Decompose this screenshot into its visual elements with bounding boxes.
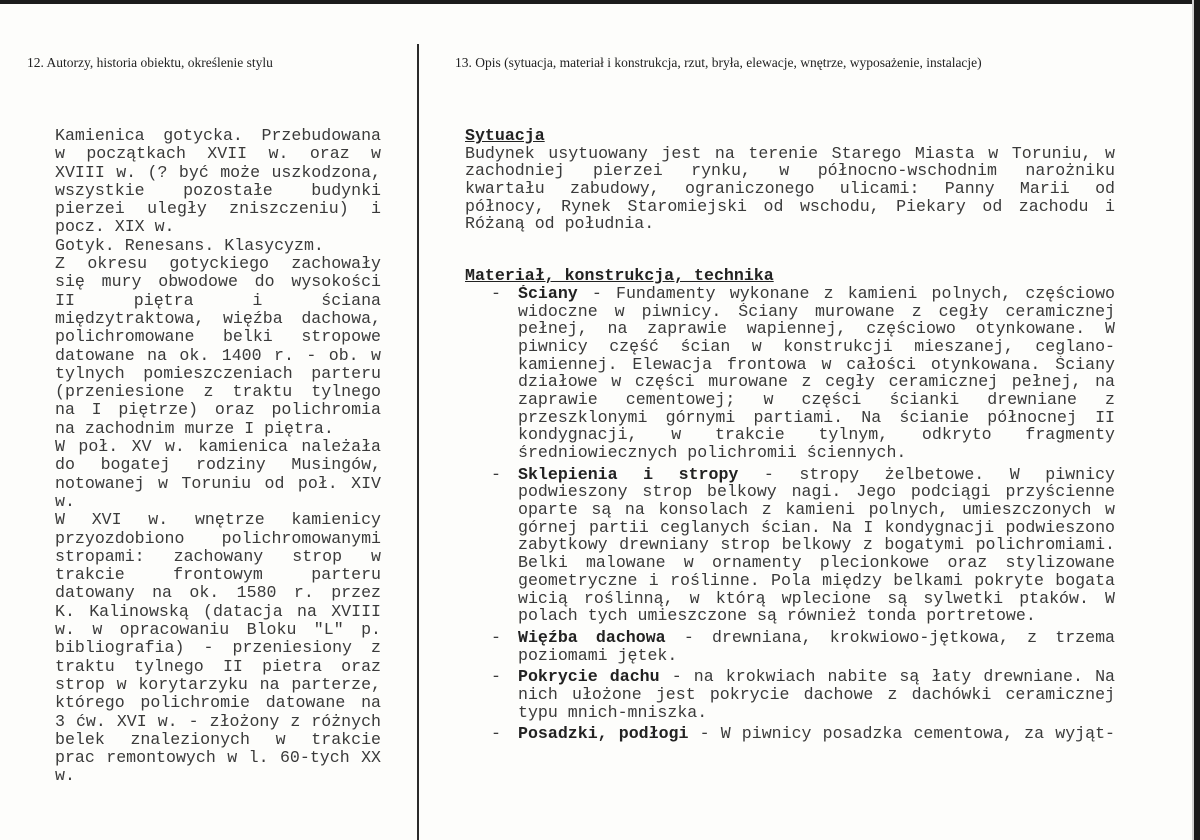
text-line: Belki malowane w ornamenty plecionkowe oraz stylizowane (518, 554, 1115, 572)
text-line: K. Kalinowską (datacja na XVIII (55, 602, 381, 621)
text-line: widoczne w piwnicy. Ściany murowane z cegły ceramicznej (518, 302, 1115, 321)
text-line: (przeniesione z traktu tylnego (55, 383, 381, 402)
text-line: Z okresu gotyckiego zachowały (55, 255, 381, 274)
text-line: kondygnacji, w trakcie tylnym, odkryto fragmenty (518, 426, 1115, 444)
text-line (518, 285, 1115, 303)
text-line (518, 629, 1115, 647)
text-line: zabytkowy drewniany strop belkowy z bogatymi polichromiami. (518, 536, 1115, 555)
item-text: - na krokwiach nabite są łaty drewniane. Na (659, 668, 1115, 686)
item-text: - W piwnicy posadzka cementowa, za wyjąt- (688, 725, 1115, 743)
situation-heading: Sytuacja (465, 126, 545, 145)
list-item (465, 668, 1115, 721)
item-text: - stropy żelbetowe. W piwnicy (738, 465, 1115, 484)
text-line: strop w korytarzyku na parterze, (55, 675, 381, 694)
text-line: górnej partii ceglanych ścian. Na I kondygnacji podwieszono (518, 518, 1115, 537)
text-line: średniowiecznych polichromii ściennych. (518, 443, 907, 462)
text-line: piwnicy część ścian w konstrukcji mieszanej, ceglano- (518, 337, 1115, 356)
list-item (465, 285, 1115, 462)
description-text (465, 127, 1115, 747)
history-text (55, 127, 381, 786)
material-list (465, 285, 1115, 743)
text-line: wszystkie pozostałe budynki (55, 181, 381, 200)
text-line: w początkach XVII w. oraz w (55, 145, 381, 164)
text-line: zachodniej pierzei rynku, w północno-wschodnim narożniku (465, 162, 1115, 181)
text-line (518, 725, 1115, 743)
list-item (465, 725, 1115, 743)
text-line: północy, Rynek Staromiejski od wschodu, Piekary od zachodu i (465, 197, 1115, 216)
text-line: belek znalezionych w trakcie (55, 730, 381, 749)
text-line: pierzei uległy zniszczeniu) i (55, 200, 381, 219)
item-label: Pokrycie dachu (518, 668, 660, 686)
text-line: przyozdobiono polichromowanymi (55, 529, 381, 548)
list-item (465, 466, 1115, 625)
left-section-header: 12. Autorzy, historia obiektu, określenie stylu (27, 55, 273, 70)
bullet-dash: - (491, 627, 501, 647)
text-line: podwieszony strop belkowy nagi. Jego podciągi przyścienne (518, 483, 1115, 502)
material-heading: Materiał, konstrukcja, technika (465, 266, 774, 286)
text-line: poziomami jętek. (518, 645, 678, 665)
text-line: stropami: zachowany strop w (55, 547, 381, 566)
text-line: na I piętrze) oraz polichromia (55, 401, 381, 420)
text-line: międzytraktowa, więźba dachowa, (55, 309, 381, 328)
text-line: II piętra i ściana (55, 291, 381, 310)
text-line (518, 466, 1115, 484)
item-text: - Fundamenty wykonane z kamieni polnych, częściowo (577, 284, 1115, 303)
text-line: tylnych pomieszczeniach parteru (55, 364, 381, 383)
text-line: w. (55, 766, 75, 786)
text-line: Gotyk. Renesans. Klasycyzm. (55, 235, 324, 255)
item-label: Sklepienia i stropy (518, 465, 739, 484)
situation-paragraph (465, 145, 1115, 233)
text-line: Kamienica gotycka. Przebudowana (55, 127, 381, 145)
text-line: W poł. XV w. kamienica należała (55, 438, 381, 457)
text-line: pocz. XIX w. (55, 217, 175, 237)
list-item (465, 629, 1115, 664)
text-line: prac remontowych w l. 60-tych XX (55, 749, 381, 768)
text-line: kwartału zabudowy, ograniczonego ulicami: Panny Marii od (465, 180, 1115, 198)
text-line: XVIII w. (? być może uszkodzona, (55, 163, 381, 182)
text-line: polichromowane belki stropowe (55, 328, 381, 347)
text-line: datowane na ok. 1400 r. - ob. w (55, 346, 381, 365)
text-line: 3 ćw. XVI w. - złożony z różnych (55, 712, 381, 731)
text-line: notowanej w Toruniu od poł. XIV (55, 474, 381, 493)
text-line: Budynek usytuowany jest na terenie Starego Miasta w Toruniu, w (465, 144, 1115, 163)
text-line: na zachodnim murze I piętra. (55, 418, 334, 438)
text-line: działowe w części murowane z cegły ceramicznej pełnej, na (518, 373, 1115, 391)
text-line: Różaną od południa. (465, 214, 655, 234)
text-line: wicią roślinną, w którą wplecione są sylwetki ptaków. W (518, 589, 1115, 608)
bullet-dash: - (491, 464, 501, 484)
text-line: typu mnich-mniszka. (518, 702, 708, 722)
text-line: nich ułożone jest pokrycie dachowe z dachówki ceramicznej (518, 685, 1115, 704)
item-label: Ściany (518, 284, 578, 303)
text-line: bibliografia) - przeniesiony z (55, 639, 381, 658)
bullet-dash: - (491, 724, 501, 744)
bullet-dash: - (491, 283, 501, 303)
text-line: polach tych umieszczone są również tonda portretowe. (518, 606, 1036, 626)
column-divider (417, 44, 419, 840)
text-line: do bogatej rodziny Musingów, (55, 456, 381, 475)
text-line: w. w opracowaniu Bloku "L" p. (55, 621, 381, 640)
text-line: pełnej, na zaprawie wapiennej, częściowo otynkowane. W (518, 320, 1115, 338)
text-line: traktu tylnego II pietra oraz (55, 657, 381, 676)
text-line: oparte są na konsolach z kamieni polnych, umieszczonych w (518, 501, 1115, 519)
scan-top-edge (0, 0, 1200, 4)
item-label: Posadzki, podłogi (518, 725, 689, 743)
text-line: zaprawie cementowej; w części ścianki drewniane z (518, 390, 1115, 409)
text-line: geometryczne i roślinne. Pola między belkami pokryte bogata (518, 571, 1115, 590)
text-line: kamiennej. Elewacja frontowa w całości otynkowana. Ściany (518, 355, 1115, 374)
text-line: W XVI w. wnętrze kamienicy (55, 511, 381, 530)
text-line (518, 668, 1115, 686)
text-line: którego polichromie datowane na (55, 694, 381, 713)
text-line: datowany na ok. 1580 r. przez (55, 584, 381, 603)
right-section-header: 13. Opis (sytuacja, materiał i konstrukcja, rzut, bryła, elewacje, wnętrze, wyposażenie, instalacje) (455, 55, 982, 70)
text-line: się mury obwodowe do wysokości (55, 273, 381, 292)
item-text: - drewniana, krokwiowo-jętkowa, z trzema (665, 628, 1115, 647)
scan-right-edge (1194, 0, 1200, 840)
item-label: Więźba dachowa (518, 628, 666, 647)
text-line: trakcie frontowym parteru (55, 566, 381, 585)
bullet-dash: - (491, 667, 501, 687)
text-line: w. (55, 491, 75, 511)
text-line: przeszklonymi górnymi partiami. Na ścianie północnej II (518, 408, 1115, 427)
